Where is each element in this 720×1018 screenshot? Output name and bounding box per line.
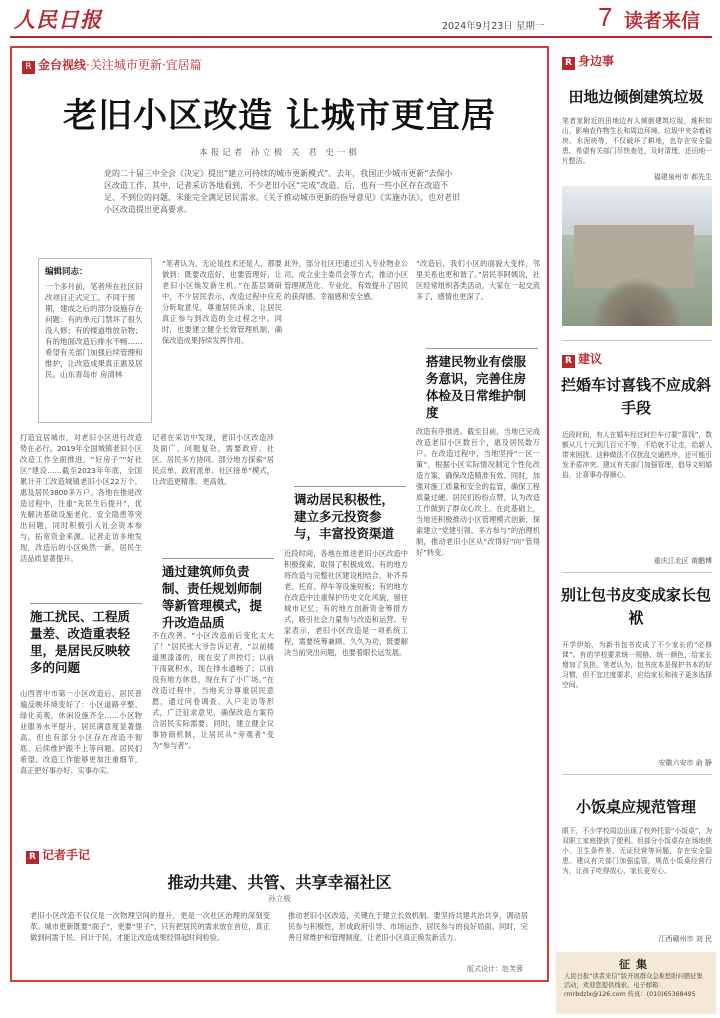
page-number: 7 bbox=[598, 2, 613, 32]
article-column: “笔者认为，无论是技术还是人，都要做到：既要改造好，也要管理好，让老旧小区焕发新生机。”在基层调研中，不少居民表示，改造过程中应充分听取意见，尊重居民诉求，让居民真正参与到改造的全过程之中。同时，也要建立健全长效管理机制，确保改造成果持续发挥作用。 bbox=[162, 259, 282, 345]
call-for-submissions-box bbox=[556, 952, 716, 1014]
subhead-rule bbox=[30, 603, 142, 604]
article-column: 山西晋中市第一小区改造后，居民普遍反映环境变好了：小区道路平整、绿化美观，休闲设施齐全……小区物业服务水平提升，居民满意度显著提高。但也有部分小区存在改造不彻底、后续维护跟不上等问题。居民们希望，改造工作能够更加注重细节，真正把好事办好、实事办实。 bbox=[20, 689, 142, 775]
article-byline: 本报记者 孙立极 关 君 史一棋 bbox=[199, 148, 360, 158]
article-column: 改造有序推进。截至目前，当地已完成改造老旧小区数百个，惠及居民数万户。在改造过程中，当地坚持“一区一策”，根据小区实际情况制定个性化改造方案，确保改造精准有效。同时，加强对施工质量和安全的监管，确保工程质量过硬。居民们纷纷点赞，认为改造工作做到了群众心坎上。在此基础上，当地还积极推动小区管理模式创新，探索建立“党建引领、多方参与”的治理机制，推动老旧小区从“改得好”向“管得好”转变。 bbox=[416, 427, 540, 557]
sidebar-article-signature: 安徽六安市 俞 静 bbox=[658, 759, 712, 767]
subhead-text: 通过建筑师负责制、责任规划师制等新管理模式，提升改造品质 bbox=[162, 564, 263, 630]
sidebar-article-text: 近段时间，有人在婚车经过时拦车讨要“喜钱”，数额从几十元到几百元不等，不给就不让走，给新人带来困扰。这种做法不仅扰乱交通秩序，还可能引发矛盾冲突。建议有关部门加强管理，倡导文明婚俗，让喜事办得顺心。 bbox=[562, 431, 712, 479]
article-column: “改造后，我们小区的面貌大变样，邻里关系也更和谐了。”居民李阿姨说，社区经常组织各类活动，大家在一起交流多了，感情也更深了。 bbox=[416, 259, 540, 301]
notes-column: 老旧小区改造不仅仅是一次物理空间的提升，更是一次社区治理的深刻变革。城市更新既要“面子”，更要“里子”，只有把居民的需求放在首位，真正做到问需于民、问计于民，才能让改造成果经得起时间检验。 bbox=[30, 911, 270, 942]
sidebar-divider bbox=[562, 774, 712, 775]
reader-letter-box bbox=[38, 258, 152, 423]
letter-salutation: 编辑同志： bbox=[45, 267, 88, 277]
sidebar-article-signature: 福建泉州市 郝先生 bbox=[653, 173, 712, 181]
sidebar-section-label: 身边事 bbox=[578, 54, 615, 68]
section-tag-icon: R bbox=[562, 57, 575, 70]
notes-column: 推动老旧小区改造，关键在于建立长效机制。要坚持共建共治共享，调动居民参与积极性，形成政府引导、市场运作、居民参与的良好局面。同时，完善日常维护和管理制度，让老旧小区真正焕发新活力。 bbox=[288, 911, 528, 942]
subhead-rule bbox=[162, 558, 274, 559]
sidebar-divider bbox=[562, 340, 712, 341]
sidebar-article-title[interactable]: 小饭桌应规范管理 bbox=[575, 798, 696, 816]
section-tag-icon: R bbox=[26, 851, 39, 864]
call-for-submissions-text: 人民日报“读者来信”版开展群众急难愁盼问题征集活动，欢迎您提供线索。电子邮箱：rmrbdzlx@126.com 传真：(010)65368495 bbox=[564, 973, 703, 998]
notes-byline: 孙立极 bbox=[268, 894, 291, 903]
letter-text: 一个多月前，笔者所在社区旧改项目正式完工。不同于预期，建成之后的部分设施存在问题：有的单元门禁坏了很久没人修；有的楼道堆放杂物；有的地面改造后排水不畅……希望有关部门加强后续管理和维护，让改造成果真正惠及居民。山东青岛市 房清林 bbox=[45, 282, 143, 379]
photo-rubble bbox=[592, 277, 682, 326]
article-intro: 党的二十届三中全会《决定》提出“建立可持续的城市更新模式”。去年，我国正少城市更新“去保小区改造工作，其中，记者采访各地看到，不少老旧小区“完成”改造、后，也有一些小区存在改造不足、不到位的问题，未能完全满足居民需求。《关于推动城市更新的指导意见》《实施办法》，也对老旧小区改造提出更高要求。 bbox=[104, 169, 460, 214]
notes-label: 记者手记 bbox=[42, 848, 91, 862]
subhead-text: 施工扰民、工程质量差、改造重表轻里，是居民反映较多的问题 bbox=[30, 609, 131, 675]
notes-title: 推动共建、共管、共享幸福社区 bbox=[167, 873, 392, 892]
section-subhead bbox=[294, 486, 406, 542]
sidebar-article-title[interactable]: 拦婚车讨喜钱不应成斜手段 bbox=[560, 376, 711, 417]
sidebar-article-signature: 重庆江北区 黄鹏博 bbox=[653, 557, 712, 565]
section-tag-icon: R bbox=[22, 61, 35, 74]
subhead-rule bbox=[294, 486, 406, 487]
sidebar-section-header bbox=[562, 52, 614, 70]
sidebar-article-text: 笔者家附近的田地边有人倾倒建筑垃圾，堆积如山，影响农作物生长和周边环境。垃圾中夹杂着砖块、水泥块等，不仅破坏了耕地，也存在安全隐患。希望有关部门尽快查处，及时清理，还田地一片整洁。 bbox=[562, 117, 712, 165]
sidebar-article-title[interactable]: 田地边倾倒建筑垃圾 bbox=[568, 88, 704, 106]
section-subhead bbox=[30, 603, 142, 676]
article-column: 近段时间，各地在推进老旧小区改造中积极探索，取得了积极成效。有的地方将改造与完整社区建设相结合，补齐养老、托育、停车等设施短板；有的地方在改造中注重保护历史文化风貌，留住城市记忆；有的地方创新资金筹措方式，吸引社会力量参与改造和运营。专家表示，老旧小区改造是一项系统工程，需要统筹兼顾、久久为功，既要解决当前突出问题，也要着眼长远发展。 bbox=[284, 549, 408, 657]
subhead-text: 调动居民积极性，建立多元投资参与，丰富投资渠道 bbox=[294, 492, 395, 541]
article-column: 记者在采访中发现，老旧小区改造涉及面广、问题复杂，需要政府、社区、居民多方协同。部分地方探索“居民点单、政府派单、社区接单”模式，让改造更精准、更高效。 bbox=[152, 433, 274, 486]
masthead bbox=[10, 4, 712, 38]
subhead-text: 搭建民物业有偿服务意识，完善住房体检及日常维护制度 bbox=[426, 354, 527, 420]
sidebar-article-signature: 江西赣州市 刘 民 bbox=[658, 935, 712, 943]
issue-date: 2024年9月23日 星期一 bbox=[442, 21, 545, 32]
sidebar-article-text: 开学伊始，为新书包书皮成了不少家长的“必修课”。有的学校要求统一规格、统一颜色，给家长增加了负担。笔者认为，包书皮本是保护书本的好习惯，但不宜过度要求，应给家长和孩子更多选择空间。 bbox=[562, 641, 712, 689]
construction-waste-photo bbox=[562, 186, 712, 326]
article-column: 此外，部分社区还通过引入专业物业公司、成立业主委员会等方式，推动小区管理规范化、专业化，有效提升了居民的获得感、幸福感和安全感。 bbox=[284, 259, 408, 301]
subhead-rule bbox=[426, 348, 538, 349]
main-article[interactable] bbox=[10, 46, 549, 982]
kicker bbox=[22, 56, 202, 74]
section-subhead bbox=[426, 348, 538, 421]
sidebar-article-text: 眼下，不少学校周边出现了校外托管“小饭桌”，为双职工家庭提供了便利。但部分小饭桌存在场地狭小、卫生条件差、无证经营等问题，存在安全隐患。建议有关部门加强监管，规范小饭桌经营行为，让孩子吃得放心、家长更安心。 bbox=[562, 827, 712, 875]
newspaper-logo: 人民日报 bbox=[14, 7, 102, 32]
article-title: 老旧小区改造 让城市更宜居 bbox=[63, 96, 496, 136]
sidebar-section-label: 建议 bbox=[578, 352, 603, 366]
kicker-lead: 金台视线 bbox=[38, 58, 87, 72]
article-column: 打造宜居城市，对老旧小区进行改造势在必行。2019年全国城镇老旧小区改造工作全面推进，“好房子”“好社区”建设……截至2023年年底，全国累计开工改造城镇老旧小区22万个，惠及居民3800多万户。各地在推进改造过程中，注重“先民生后提升”，优先解决基础设施老化、安全隐患等突出问题，同时积极引入社会资本参与，拓宽资金来源。记者走访多地发现，改造后的小区焕然一新，居民生活品质显著提升。 bbox=[20, 433, 142, 563]
article-column: 不在改善。“小区改造前后变化太大了！”居民张大爷告诉记者，“以前楼道黑漆漆的，现在安了声控灯；以前下雨就积水，现在排水通畅了；以前没有地方休息，现在有了小广场。”在改造过程中，当地充分尊重居民意愿，通过问卷调查、入户走访等形式，广泛征求意见，确保改造方案符合居民实际需要。同时，建立健全议事协商机制，让居民从“旁观者”变为“参与者”。 bbox=[152, 631, 274, 750]
section-subhead bbox=[162, 558, 274, 631]
kicker-rest: ·关注城市更新·宜居篇 bbox=[86, 58, 202, 72]
call-for-submissions-title: 征集 bbox=[619, 958, 653, 971]
notes-header bbox=[26, 846, 90, 864]
sidebar-article-title[interactable]: 别让包书皮变成家长包袱 bbox=[560, 586, 711, 627]
section-tag-icon: R bbox=[562, 355, 575, 368]
design-credit: 版式设计：赵芙蓉 bbox=[467, 965, 523, 973]
sidebar-section-header bbox=[562, 350, 602, 368]
section-name: 读者来信 bbox=[624, 10, 701, 32]
sidebar-divider bbox=[562, 572, 712, 573]
